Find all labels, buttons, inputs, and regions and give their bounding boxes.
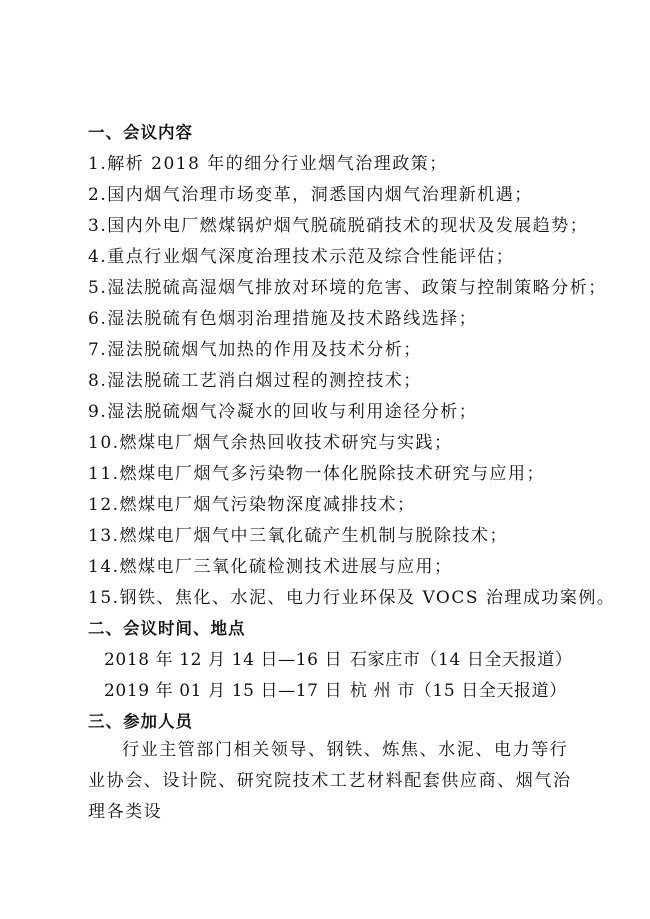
section-heading-time-location: 二、会议时间、地点	[88, 619, 246, 638]
list-item: 2.国内烟气治理市场变革，洞悉国内烟气治理新机遇；	[88, 185, 533, 205]
section-heading-attendees: 三、参加人员	[88, 712, 193, 731]
attendees-paragraph: 行业主管部门相关领导、钢铁、炼焦、水泥、电力等行业协会、设计院、研究院技术工艺材料配套供应商、烟气治理各类设	[88, 740, 572, 822]
schedule-row	[104, 680, 567, 702]
schedule-location: 石家庄市（14 日全天报道）	[350, 650, 573, 670]
list-item: 11.燃煤电厂烟气多污染物一体化脱除技术研究与应用；	[88, 464, 546, 484]
list-item: 9.湿法脱硫烟气冷凝水的回收与利用途径分析；	[88, 402, 478, 422]
list-item: 14.燃煤电厂三氧化硫检测技术进展与应用；	[88, 557, 453, 577]
list-item: 12.燃煤电厂烟气污染物深度减排技术；	[88, 495, 416, 515]
list-item: 10.燃煤电厂烟气余热回收技术研究与实践；	[88, 433, 453, 453]
list-item: 4.重点行业烟气深度治理技术示范及综合性能评估；	[88, 247, 515, 267]
schedule-date: 2018 年 12 月 14 日—16 日	[104, 650, 343, 670]
schedule-location: 杭 州 市（15 日全天报道）	[350, 681, 567, 701]
list-item: 6.湿法脱硫有色烟羽治理措施及技术路线选择；	[88, 309, 478, 329]
schedule-date: 2019 年 01 月 15 日—17 日	[104, 681, 343, 701]
section-heading-meeting-content: 一、会议内容	[88, 123, 193, 142]
list-item: 13.燃煤电厂烟气中三氧化硫产生机制与脱除技术；	[88, 526, 509, 546]
list-item: 1.解析 2018 年的细分行业烟气治理政策；	[88, 154, 448, 174]
list-item: 15.钢铁、焦化、水泥、电力行业环保及 VOCS 治理成功案例。	[88, 588, 616, 608]
schedule-row	[104, 649, 573, 671]
list-item: 7.湿法脱硫烟气加热的作用及技术分析；	[88, 340, 422, 360]
list-item: 3.国内外电厂燃煤锅炉烟气脱硫脱硝技术的现状及发展趋势；	[88, 216, 589, 236]
list-item: 8.湿法脱硫工艺消白烟过程的测控技术；	[88, 371, 422, 391]
list-item: 5.湿法脱硫高湿烟气排放对环境的危害、政策与控制策略分析；	[88, 278, 607, 298]
